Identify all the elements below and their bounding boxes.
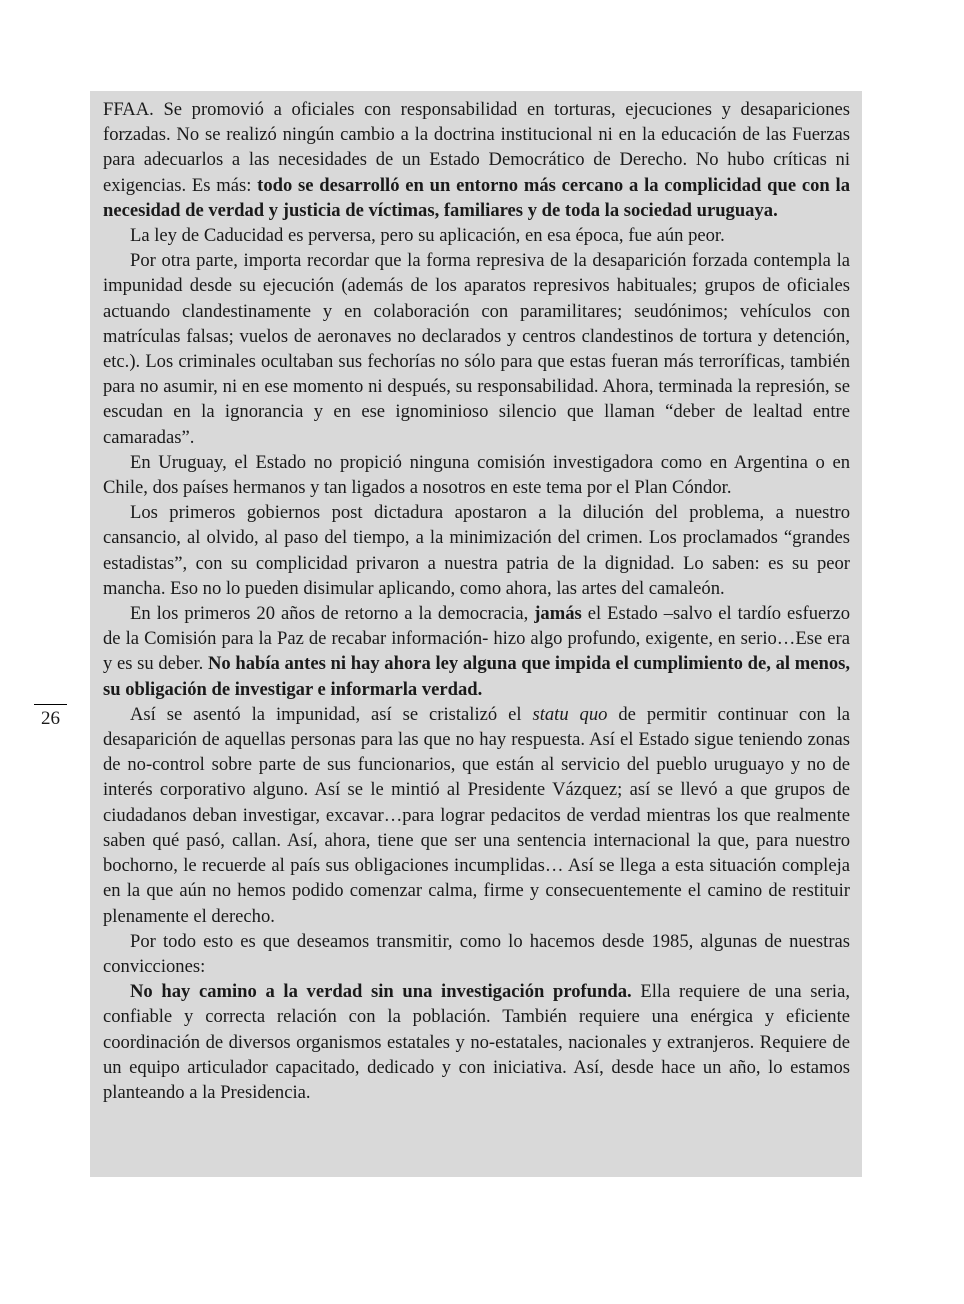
bold-text: No había antes ni hay ahora ley alguna que impida el cumplimiento de, al menos, su obligación de investigar e informarla verdad. bbox=[103, 653, 850, 700]
text-run: Así se asentó la impunidad, así se cristalizó el bbox=[130, 703, 533, 725]
paragraph bbox=[103, 223, 850, 248]
paragraph bbox=[103, 450, 850, 500]
body-text bbox=[103, 97, 850, 1105]
text-run: FFAA. Se promovió a oficiales con responsabilidad en torturas, ejecuciones y desapariciones forzadas. No se realizó ningún cambio a la doctrina institucional ni en la educación de las Fuerzas para adecuarlos a las necesidades de un Estado Democrático de Derecho. No hubo críticas ni exigencias. Es más: bbox=[103, 99, 850, 196]
italic-text: statu quo bbox=[532, 703, 608, 725]
text-run: Los primeros gobiernos post dictadura apostaron a la dilución del problema, a nuestro cansancio, al olvido, al paso del tiempo, a la minimización del crimen. Los proclamados “grandes estadistas”, con su complicidad privaron a nuestra patria de la dignidad. Lo saben: es su peor mancha. Eso no lo pueden disimular aplicando, como ahora, las artes del camaleón. bbox=[103, 502, 850, 599]
page-number-rule bbox=[34, 704, 67, 705]
paragraph bbox=[103, 248, 850, 450]
paragraph bbox=[103, 97, 850, 223]
text-run: de permitir continuar con la desaparición de aquellas personas para las que no hay respuesta. Así el Estado sigue teniendo zonas de no-control sobre parte de sus funcionarios, que están al servicio del pueblo uruguayo y no de interés corporativo alguno. Así se le mintió al Presidente Vázquez; así se llevó a que grupos de ciudadanos deban investigar, excavar…para lograr pedacitos de verdad mientras los que realmente saben qué pasó, callan. Así, ahora, tiene que ser una sentencia internacional la que, para nuestro bochorno, le recuerde al país sus obligaciones incumplidas… Así se llega a esta situación compleja en la que aún no hemos podido comenzar calma, firme y consecuentemente el camino de restituir plenamente el derecho. bbox=[103, 703, 851, 927]
bold-text: No hay camino a la verdad sin una investigación profunda. bbox=[130, 981, 632, 1003]
text-run: el Estado –salvo el tardío esfuerzo de la Comisión para la Paz de recabar información- hizo algo profundo, exigente, en serio…Ese era y es su deber. bbox=[103, 603, 850, 675]
text-run: La ley de Caducidad es perversa, pero su aplicación, en esa época, fue aún peor. bbox=[130, 225, 725, 247]
text-run: En los primeros 20 años de retorno a la democracia, bbox=[130, 603, 535, 625]
bold-text: jamás bbox=[534, 603, 582, 625]
text-run: En Uruguay, el Estado no propició ninguna comisión investigadora como en Argentina o en Chile, dos países hermanos y tan ligados a nosotros en este tema por el Plan Cóndor. bbox=[103, 451, 850, 499]
text-run: Por otra parte, importa recordar que la forma represiva de la desaparición forzada contempla la impunidad desde su ejecución (además de los aparatos represivos habituales; grupos de oficiales actuando clandestinamente y en colaboración con paramilitares; seudónimos; vehículos con matrículas falsas; vuelos de aeronaves no declarados y centros clandestinos de tortura y detención, etc.). Los criminales ocultaban sus fechorías no sólo para que estas fueran más terroríficas, también para no asumir, ni en ese momento ni después, su responsabilidad. Ahora, terminada la represión, se escudan en la ignorancia y en ese ignominioso silencio que llaman “deber de lealtad entre camaradas”. bbox=[103, 250, 850, 448]
paragraph bbox=[103, 500, 850, 601]
text-run: Por todo esto es que deseamos transmitir, como lo hacemos desde 1985, algunas de nuestras convicciones: bbox=[103, 930, 850, 977]
paragraph bbox=[103, 601, 850, 702]
text-run: Ella requiere de una seria, confiable y correcta relación con la población. También requiere una enérgica y eficiente coordinación de diversos organismos estatales y no-estatales, nacionales y extranjeros. Requiere de un equipo articulador capacitado, dedicado y con iniciativa. Así, desde hace un año, lo estamos planteando a la Presidencia. bbox=[103, 981, 850, 1103]
bold-text: todo se desarrolló en un entorno más cercano a la complicidad que con la necesidad de verdad y justicia de víctimas, familiares y de toda la sociedad uruguaya. bbox=[103, 174, 850, 221]
page-number: 26 bbox=[41, 708, 60, 729]
paragraph bbox=[103, 702, 850, 929]
paragraph bbox=[103, 979, 850, 1105]
paragraph bbox=[103, 929, 850, 979]
